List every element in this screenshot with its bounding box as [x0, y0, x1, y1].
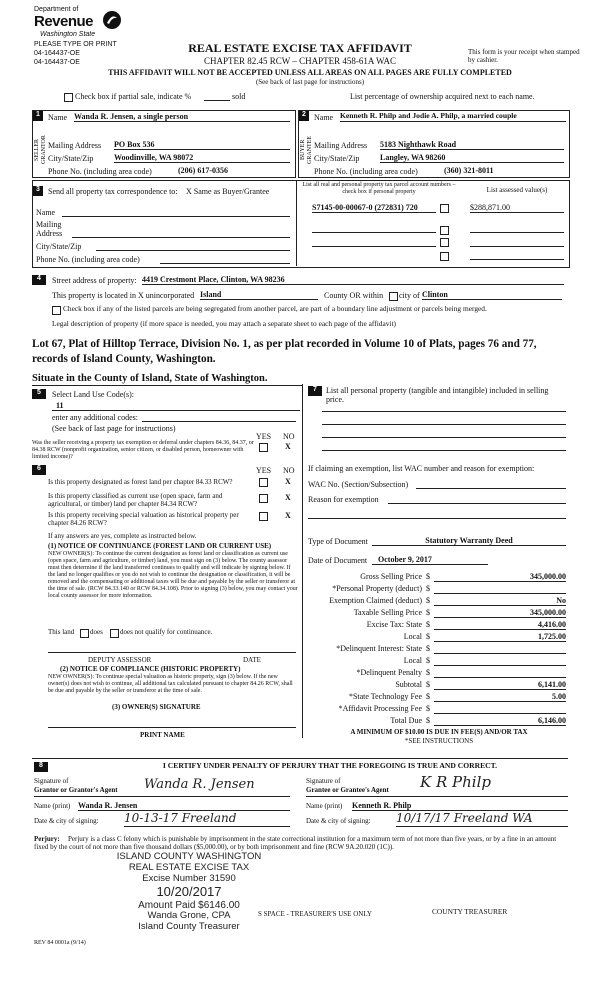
current-use-yes-checkbox[interactable]: [259, 494, 268, 503]
land-use-field[interactable]: 11: [52, 401, 300, 411]
buyer-side-label: BUYER GRANTEE: [300, 136, 313, 164]
form-code-2: 04-164437-OE: [34, 59, 80, 66]
section-5-number: 5: [32, 389, 46, 399]
tax-row-dollar: $: [426, 716, 430, 725]
see-back-instructions: (See back of last page for instructions): [255, 78, 365, 86]
tax-row-label: Subtotal: [395, 680, 422, 689]
grantor-signature-line[interactable]: [34, 796, 290, 797]
tax-row-dollar: $: [426, 620, 430, 629]
located-label: This property is located in X unincorporated: [52, 291, 195, 300]
assessed-field-4[interactable]: [470, 259, 564, 260]
form-subtitle: CHAPTER 82.45 RCW – CHAPTER 458-61A WAC: [204, 56, 396, 66]
exemption-no-mark[interactable]: X: [285, 442, 291, 451]
seller-addr-label: Mailing Address: [48, 141, 102, 150]
tax-row-value[interactable]: [434, 584, 566, 594]
partial-sale-checkbox[interactable]: [64, 93, 73, 102]
dept-line2: Revenue: [34, 13, 94, 30]
grantor-name-field[interactable]: Wanda R. Jensen: [78, 801, 290, 811]
tax-row-value[interactable]: [434, 704, 566, 714]
send-correspondence-label: Send all property tax correspondence to:: [48, 187, 178, 196]
receipt-note: This form is your receipt when stamped by cashier.: [468, 48, 580, 65]
does-not-label: does not qualify for continuance.: [120, 628, 213, 636]
deputy-assessor-label: DEPUTY ASSESSOR: [88, 656, 152, 664]
dept-line1: Department of: [34, 6, 79, 13]
parcel-field-1[interactable]: S7145-00-00067-0 (272831) 720: [312, 203, 436, 213]
sold-label: sold: [232, 92, 246, 101]
grantee-date-label: Date & city of signing:: [306, 817, 371, 825]
stamp-line-3: Excise Number 31590: [142, 872, 236, 884]
grantee-signature: K R Philp: [420, 773, 491, 791]
buyer-addr-field[interactable]: 5183 Nighthawk Road: [380, 140, 564, 150]
print-name-label: PRINT NAME: [140, 731, 185, 739]
revenue-logo: [34, 6, 124, 46]
personal-property-checkbox-3[interactable]: [440, 238, 449, 247]
s3-city-label: City/State/Zip: [36, 242, 82, 251]
tax-row-dollar: $: [426, 680, 430, 689]
deputy-sig-line[interactable]: [48, 652, 296, 653]
tax-row-dollar: $: [426, 596, 430, 605]
tax-row-label: *Personal Property (deduct): [332, 584, 422, 593]
tax-row-label: *Affidavit Processing Fee: [338, 704, 422, 713]
grantor-date-label: Date & city of signing:: [34, 817, 99, 825]
buyer-city-field[interactable]: Langley, WA 98260: [380, 153, 564, 163]
seller-city-label: City/State/Zip: [48, 154, 94, 163]
situate-text: Situate in the County of Island, State of Washington.: [32, 373, 302, 386]
notice-continuance-text: NEW OWNER(S): To continue the current designation as forest land or classification as current use (open space, farm and agriculture, or timber) land, you must sign on (3) below. The county assessor must then determine if the land transferred continues to qualify and will indicate by signing below. If the land no longer qualifies or you do not wish to continue the designation or classification, it will be removed and the compensating or additional taxes will be due and payable by the seller or transferor at the time of sale. (RCW 84.33.140 or RCW 84.34.108). Prior to signing (3) below, you may contact your local county assessor for more information.: [48, 551, 298, 600]
section-3-number: 3: [33, 186, 43, 196]
grantee-name-field[interactable]: Kenneth R. Philp: [352, 801, 568, 811]
s3-mailing-label: Mailing: [36, 220, 62, 229]
partial-sale-label: Check box if partial sale, indicate %: [75, 92, 192, 101]
forest-no-mark[interactable]: X: [285, 477, 291, 486]
city-of-checkbox[interactable]: [389, 292, 398, 301]
s6-no-header: NO: [283, 466, 295, 475]
s3-phone-label: Phone No. (including area code): [36, 255, 140, 264]
tax-row-label: Gross Selling Price: [360, 572, 422, 581]
tax-row-value[interactable]: 345,000.00: [434, 572, 566, 582]
grantee-name-label: Name (print): [306, 802, 343, 810]
tax-row-label: Total Due: [390, 716, 422, 725]
section-7-number: 7: [308, 386, 322, 396]
s6-yes-header: YES: [256, 466, 272, 475]
street-field[interactable]: 4419 Crestmont Place, Clinton, WA 98236: [142, 275, 564, 285]
tax-row-dollar: $: [426, 572, 430, 581]
s3-address-label: Address: [36, 229, 63, 238]
tax-row-value[interactable]: [434, 668, 566, 678]
tax-row-value[interactable]: 6,141.00: [434, 680, 566, 690]
dept-line3: Washington State: [40, 31, 96, 38]
stamp-line-6: Wanda Grone, CPA: [147, 910, 231, 922]
grantor-name-label: Name (print): [34, 802, 71, 810]
tax-row-dollar: $: [426, 608, 430, 617]
segregated-label: Check box if any of the listed parcels are being segregated from another parcel, are part of a boundary line adjustment or parcels being merged.: [63, 304, 487, 313]
assessed-header: List assessed value(s): [486, 186, 548, 194]
s3-city-field[interactable]: [96, 250, 290, 251]
tax-row-value[interactable]: [434, 644, 566, 654]
section-3-divider: [296, 180, 297, 266]
tax-row-dollar: $: [426, 668, 430, 677]
tax-row-dollar: $: [426, 632, 430, 641]
tax-row-label: *Delinquent Penalty: [356, 668, 422, 677]
legal-label: Legal description of property (if more space is needed, you may attach a separate sheet to each page of the affidavit): [52, 319, 396, 328]
perjury-label: Perjury:: [34, 835, 60, 843]
deputy-date-label: DATE: [243, 656, 261, 664]
segregated-checkbox[interactable]: [52, 306, 61, 315]
owner-signature-label: (3) OWNER(S) SIGNATURE: [112, 703, 201, 711]
tax-row-value[interactable]: 345,000.00: [434, 608, 566, 618]
perjury-text: Perjury is a class C felony which is punishable by imprisonment in the state correctional institution for a maximum term of not more than five years, or by a fine in an amount fixed by the court of not more than five thousand dollars ($5,000.00), or by both imprisonment and fine (RCW 9A.20.020 (1C)).: [34, 835, 557, 852]
buyer-phone-field[interactable]: (360) 321-8011: [444, 166, 494, 175]
tax-row-label: Local: [403, 632, 422, 641]
buyer-addr-label: Mailing Address: [314, 141, 368, 150]
seller-phone-field[interactable]: (206) 617-0356: [178, 166, 228, 175]
tax-row-value[interactable]: No: [434, 596, 566, 606]
section-4-number: 4: [32, 275, 46, 285]
stamp-line-1: ISLAND COUNTY WASHINGTON: [116, 851, 262, 862]
personal-line-1[interactable]: [322, 411, 566, 412]
s3-address-field[interactable]: [72, 237, 290, 238]
doc-type-field[interactable]: Statutory Warranty Deed: [372, 536, 566, 546]
tax-row-label: Exemption Claimed (deduct): [329, 596, 422, 605]
tax-row-value[interactable]: [434, 656, 566, 666]
current-use-question: Is this property classified as current use (open space, farm and agricultural, or timber) land per chapter 84.34 RCW?: [48, 492, 223, 509]
tax-row-label: Excise Tax: State: [366, 620, 422, 629]
doc-date-label: Date of Document: [308, 556, 368, 565]
tax-row-value[interactable]: 4,416.00: [434, 620, 566, 630]
tax-row-label: Taxable Selling Price: [353, 608, 422, 617]
additional-codes-label: enter any additional codes:: [52, 413, 138, 422]
tax-row-label: *State Technology Fee: [348, 692, 422, 701]
same-as-buyer-option[interactable]: X Same as Buyer/Grantee: [186, 187, 270, 196]
street-label: Street address of property:: [52, 276, 137, 285]
notice-compliance-title: (2) NOTICE OF COMPLIANCE (HISTORIC PROPERTY): [60, 665, 241, 673]
forest-question: Is this property designated as forest land per chapter 84.33 RCW?: [48, 478, 233, 486]
tax-row-value[interactable]: 5.00: [434, 692, 566, 702]
assessed-field-3[interactable]: [470, 246, 564, 247]
form-code-1: 04-164437-OE: [34, 50, 80, 57]
tax-row-dollar: $: [426, 644, 430, 653]
wac-label: WAC No. (Section/Subsection): [308, 480, 409, 489]
tax-row-dollar: $: [426, 584, 430, 593]
grantee-signature-line[interactable]: [306, 796, 568, 797]
parcel-header: List all real and personal property tax parcel account numbers – check box if personal property: [302, 182, 456, 195]
treasurer-stamp: [108, 852, 270, 933]
section-5-6-divider: [302, 384, 303, 738]
exemption-yes-checkbox[interactable]: [259, 443, 268, 452]
ownership-pct-label: List percentage of ownership acquired next to each name.: [350, 92, 535, 101]
s3-name-field[interactable]: [62, 216, 290, 217]
doc-date-field[interactable]: October 9, 2017: [372, 555, 488, 565]
exemption-claim-label: If claiming an exemption, list WAC number and reason for exemption:: [308, 464, 535, 473]
exemption-question: Was the seller receiving a property tax exemption or deferral under chapters 84.36, 84.37, or 84.38 RCW (nonprofit organization, senior citizen, or disabled person, homeowner with limited income)?: [32, 440, 254, 460]
reason-label: Reason for exemption: [308, 495, 379, 504]
grantee-date-field[interactable]: 10/17/17 Freeland WA: [396, 812, 568, 827]
forest-yes-checkbox[interactable]: [259, 478, 268, 487]
see-instructions-note: *SEE INSTRUCTIONS: [404, 737, 474, 745]
seller-city-field[interactable]: Woodinville, WA 98072: [114, 153, 290, 163]
form-title: REAL ESTATE EXCISE TAX AFFIDAVIT: [188, 41, 412, 55]
rev-form-number: REV 84 0001a (9/14): [34, 940, 86, 946]
stamp-line-7: Island County Treasurer: [138, 921, 240, 933]
seller-side-label: SELLER GRANTOR: [34, 135, 47, 165]
grantee-sig-label-1: Signature of: [306, 777, 341, 785]
section-6-number: 6: [32, 465, 46, 475]
seller-name-field[interactable]: Wanda R. Jensen, a single person: [74, 112, 290, 122]
grantor-sig-label-1: Signature of: [34, 777, 69, 785]
please-type: PLEASE TYPE OR PRINT: [34, 41, 117, 48]
if-yes-text: If any answers are yes, complete as instructed below.: [48, 532, 197, 540]
s5-yes-header: YES: [256, 432, 272, 441]
stamp-line-5: Amount Paid $6146.00: [138, 899, 240, 911]
s5-no-header: NO: [283, 432, 295, 441]
minimum-due-note: A MINIMUM OF $10.00 IS DUE IN FEE(S) AND/OR TAX: [350, 728, 528, 736]
buyer-name-field[interactable]: Kenneth R. Philp and Jodie A. Philp, a married couple: [340, 112, 566, 122]
does-checkbox[interactable]: [80, 629, 89, 638]
county-treasurer-label: COUNTY TREASURER: [432, 907, 508, 916]
buyer-name-label: Name: [314, 113, 334, 122]
certify-text: I CERTIFY UNDER PENALTY OF PERJURY THAT THE FOREGOING IS TRUE AND CORRECT.: [162, 761, 498, 770]
does-not-checkbox[interactable]: [110, 629, 119, 638]
reason-field-2[interactable]: [308, 518, 566, 519]
additional-codes-field[interactable]: [142, 421, 296, 422]
stamp-line-2: REAL ESTATE EXCISE TAX: [128, 861, 250, 873]
legal-description[interactable]: Lot 67, Plat of Hilltop Terrace, Division No. 1, as per plat recorded in Volume 10 of Plats, pages 76 and 77, records of Island County, Washington.: [32, 338, 537, 365]
personal-property-label: List all personal property (tangible and intangible) included in selling price.: [326, 386, 549, 405]
seller-addr-field[interactable]: PO Box 536: [114, 140, 290, 150]
county-field[interactable]: Island: [200, 290, 318, 300]
tax-row-value[interactable]: 6,146.00: [434, 716, 566, 726]
section-2-number: 2: [299, 111, 309, 121]
grantor-signature: Wanda R. Jensen: [144, 777, 255, 792]
notice-text: THIS AFFIDAVIT WILL NOT BE ACCEPTED UNLESS ALL AREAS ON ALL PAGES ARE FULLY COMPLETED: [108, 68, 512, 77]
notice-compliance-text: NEW OWNER(S): To continue special valuation as historic property, sign (3) below. If the new owner(s) does not wish to continue, all additional tax calculated pursuant to chapter 84.26 RCW, shall be due and payable by the seller or transferor at the time of sale.: [48, 674, 293, 695]
partial-sale-pct-field[interactable]: [204, 100, 230, 101]
s5-see-back: (See back of last page for instructions): [52, 424, 176, 433]
doc-type-label: Type of Document: [308, 537, 368, 546]
owner-signature-line[interactable]: [48, 727, 296, 728]
personal-property-checkbox-1[interactable]: [440, 204, 449, 213]
does-label: does: [90, 628, 103, 636]
tax-row-value[interactable]: 1,725.00: [434, 632, 566, 642]
notice-continuance-title: (1) NOTICE OF CONTINUANCE (FOREST LAND OR CURRENT USE): [48, 542, 272, 550]
city-field[interactable]: Clinton: [422, 290, 562, 300]
grantor-date-field[interactable]: 10-13-17 Freeland: [124, 812, 290, 827]
county-or-within-label: County OR within: [324, 291, 384, 300]
seller-phone-label: Phone No. (including area code): [48, 167, 152, 176]
historic-no-mark[interactable]: X: [285, 511, 291, 520]
revenue-logo-icon: [102, 10, 122, 30]
tax-row-dollar: $: [426, 692, 430, 701]
section-8-top-rule: [32, 758, 568, 759]
seller-name-label: Name: [48, 113, 68, 122]
personal-line-3[interactable]: [322, 437, 566, 438]
grantor-sig-label-2: Grantor or Grantor's Agent: [34, 786, 118, 794]
section-1-number: 1: [33, 111, 43, 121]
this-land-label: This land: [48, 628, 75, 636]
personal-line-2[interactable]: [322, 424, 566, 425]
reason-field-1[interactable]: [388, 503, 566, 504]
buyer-phone-label: Phone No. (including area code): [314, 167, 418, 176]
treasurer-use-only: S SPACE - TREASURER'S USE ONLY: [258, 910, 372, 918]
tax-row-label: *Delinquent Interest: State: [336, 644, 422, 653]
historic-question: Is this property receiving special valuation as historical property per chapter 84.26 RCW?: [48, 511, 239, 528]
parcel-field-2[interactable]: [312, 232, 436, 233]
personal-property-checkbox-2[interactable]: [440, 226, 449, 235]
buyer-city-label: City/State/Zip: [314, 154, 360, 163]
parcel-field-3[interactable]: [312, 246, 436, 247]
s3-name-label: Name: [36, 208, 56, 217]
personal-line-4[interactable]: [322, 450, 566, 451]
historic-yes-checkbox[interactable]: [259, 512, 268, 521]
assessed-field-1[interactable]: $288,871.00: [470, 203, 564, 213]
assessed-field-2[interactable]: [470, 232, 564, 233]
stamp-line-4: 10/20/2017: [156, 883, 222, 899]
s3-phone-field[interactable]: [160, 263, 290, 264]
current-use-no-mark[interactable]: X: [285, 493, 291, 502]
land-use-label: Select Land Use Code(s):: [52, 390, 134, 399]
personal-property-checkbox-4[interactable]: [440, 252, 449, 261]
section-8-number: 8: [34, 762, 48, 772]
grantee-sig-label-2: Grantee or Grantee's Agent: [306, 786, 389, 794]
tax-row-label: Local: [403, 656, 422, 665]
tax-row-dollar: $: [426, 656, 430, 665]
wac-field[interactable]: [416, 488, 566, 489]
city-of-label: city of: [399, 291, 420, 300]
tax-row-dollar: $: [426, 704, 430, 713]
